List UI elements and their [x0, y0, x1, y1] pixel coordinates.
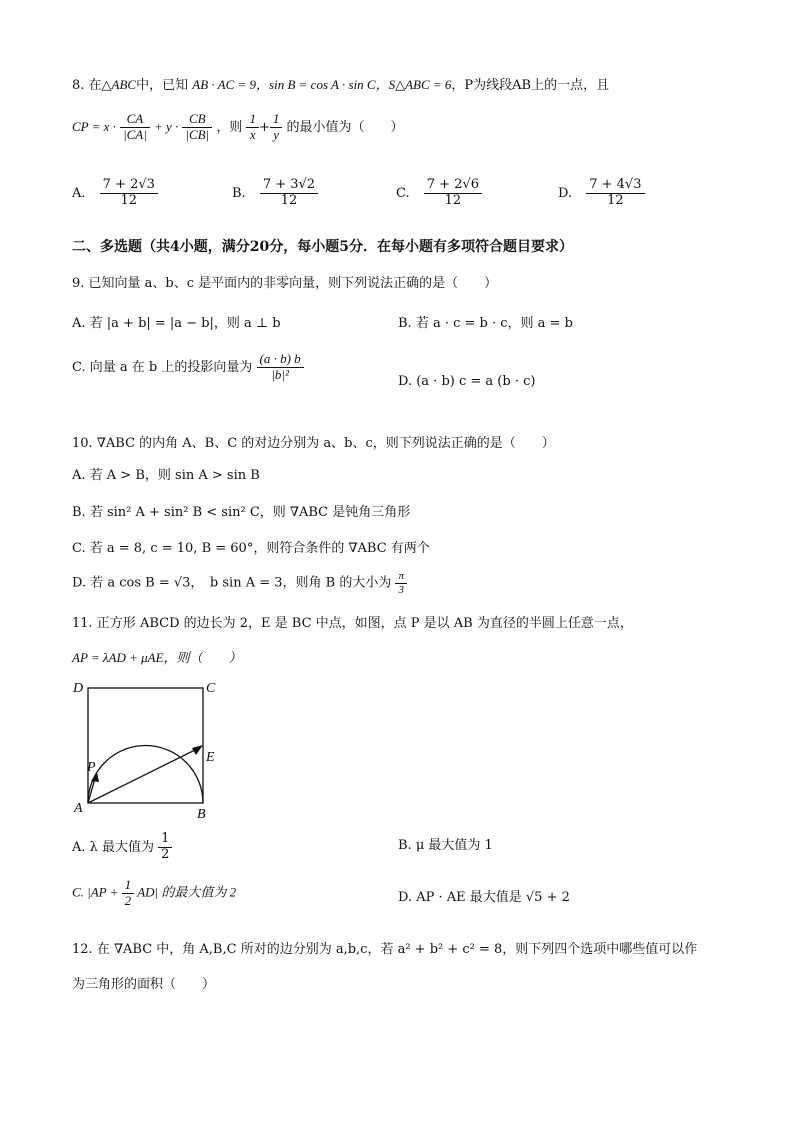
q8-option-d-frac	[586, 178, 644, 209]
q8-triangle: △ABC	[101, 77, 137, 92]
q8-plus: +	[258, 119, 270, 135]
q11-arrowhead-e	[192, 745, 203, 755]
q8-stem-line2	[72, 112, 404, 143]
q8-option-b-den: 12	[280, 192, 298, 208]
q11-option-a-text: A. λ 最大值为	[72, 839, 155, 855]
q8-prefix: 8. 在	[72, 78, 102, 93]
q8-cb-num: CB	[182, 112, 212, 128]
q8-option-d	[558, 178, 645, 209]
q11-stem: 11. 正方形 ABCD 的边长为 2，E 是 BC 中点，如图，点 P 是以 AB 为直径的半圆上任意一点，	[72, 616, 633, 631]
q11-figure	[70, 678, 230, 823]
q11-option-a	[72, 832, 172, 863]
q8-plus-y: + y ·	[153, 118, 179, 134]
q12-line2: 为三角形的面积（ ）	[72, 977, 216, 992]
q11-expression: AP = λAD + μAE，则（ ）	[72, 650, 242, 665]
q8-option-a	[72, 178, 158, 209]
q8-cp-lhs: CP = x ·	[72, 118, 116, 134]
q8-option-a-num: 7 + 2√3	[100, 178, 158, 194]
q10-option-d-den: 3	[398, 583, 404, 596]
q11-label-d: D	[73, 681, 84, 696]
q9-stem: 9. 已知向量 a、b、c 是平面内的非零向量，则下列说法正确的是（ ）	[72, 276, 498, 291]
q9-option-c-frac	[257, 352, 304, 383]
q11-option-c-frac	[122, 878, 135, 909]
q8-frac-y-num: 1	[270, 112, 283, 128]
q10-option-c: C. 若 a = 8, c = 10, B = 60°，则符合条件的 ∇ABC 有两个	[72, 541, 430, 556]
q8-option-a-label: A.	[72, 185, 86, 201]
q8-tail: 的最小值为（ ）	[286, 119, 404, 135]
q8-frac-x-den: x	[249, 126, 256, 142]
q8-cb-den: |CB|	[185, 126, 210, 142]
q8-option-a-den: 12	[120, 192, 138, 208]
q9-option-c-text: C. 向量 a 在 b 上的投影向量为	[72, 359, 253, 375]
q8-ca-num: CA	[120, 112, 150, 128]
q9-option-c	[72, 352, 304, 383]
q10-stem: 10. ∇ABC 的内角 A、B、C 的对边分别为 a、b、c，则下列说法正确的是（ ）	[72, 436, 555, 451]
q12-line1: 12. 在 ∇ABC 中，角 A,B,C 所对的边分别为 a,b,c，若 a² + b² + c² = 8，则下列四个选项中哪些值可以作	[72, 942, 698, 957]
q11-option-a-frac	[158, 832, 172, 863]
q11-option-b: B. μ 最大值为 1	[398, 838, 493, 853]
q8-option-c-den: 12	[444, 192, 462, 208]
q11-label-b: B	[197, 807, 206, 822]
q8-option-d-label: D.	[558, 185, 573, 201]
q11-label-p: P	[87, 760, 96, 775]
q9-option-c-den: |b|²	[271, 366, 289, 382]
q8-option-c-frac	[424, 178, 482, 209]
q8-stem-line1	[72, 74, 609, 93]
q8-option-b-frac	[260, 178, 318, 209]
q9-option-c-num: (a · b) b	[257, 352, 304, 368]
q11-option-d: D. AP · AE 最大值是 √5 + 2	[398, 890, 570, 905]
q8-frac-x	[246, 112, 259, 143]
q11-label-a: A	[74, 801, 83, 816]
q8-option-d-num: 7 + 4√3	[586, 178, 644, 194]
q10-option-d-num: π	[395, 570, 407, 584]
q8-cb-frac	[182, 112, 212, 143]
q11-option-a-den: 2	[161, 846, 170, 862]
q8-vec-dot: AB · AC = 9	[192, 77, 257, 92]
q8-frac-y	[270, 112, 283, 143]
q8-mid1: 中，已知	[136, 78, 189, 93]
q11-option-c-num: 1	[122, 878, 135, 894]
q11-option-a-num: 1	[158, 832, 172, 848]
q9-option-b: B. 若 a · c = b · c，则 a = b	[398, 316, 573, 331]
q11-label-e: E	[206, 750, 215, 765]
q10-option-d-text: D. 若 a cos B = √3， b sin A = 3，则角 B 的大小为	[72, 575, 392, 591]
q8-area: S△ABC = 6	[388, 77, 452, 92]
q11-option-c-den: 2	[124, 892, 132, 908]
q11-label-c: C	[206, 681, 216, 696]
q11-vector-ae	[88, 747, 201, 803]
q8-option-c	[396, 178, 482, 209]
q8-cond3: ，P为线段AB上的一点，且	[451, 78, 610, 93]
q8-option-c-label: C.	[396, 185, 410, 201]
q8-option-a-frac	[100, 178, 158, 209]
q8-frac-x-num: 1	[246, 112, 259, 128]
q8-cond2: ，sin B = cos A · sin C，	[256, 77, 389, 92]
q10-option-d-frac	[395, 570, 407, 596]
q8-then: ，则	[216, 119, 243, 135]
q9-option-a: A. 若 |a + b| = |a − b|，则 a ⊥ b	[72, 316, 281, 331]
q8-option-c-num: 7 + 2√6	[424, 178, 482, 194]
q10-option-d	[72, 570, 407, 596]
q8-ca-den: |CA|	[123, 126, 147, 142]
q11-option-c	[72, 878, 236, 909]
q8-frac-y-den: y	[273, 126, 280, 142]
section-2-heading: 二、多选题（共4小题，满分20分，每小题5分．在每小题有多项符合题目要求）	[72, 239, 573, 255]
q8-ca-frac	[120, 112, 150, 143]
q8-option-b	[232, 178, 318, 209]
q8-option-d-den: 12	[607, 192, 624, 208]
q11-option-c-post: AD| 的最大值为 2	[137, 884, 237, 900]
q11-option-c-pre: C. |AP +	[72, 884, 119, 900]
q8-option-b-label: B.	[232, 185, 246, 201]
q10-option-a: A. 若 A > B，则 sin A > sin B	[72, 468, 260, 483]
q8-option-b-num: 7 + 3√2	[260, 178, 318, 194]
q9-option-d: D. (a · b) c = a (b · c)	[398, 374, 536, 389]
q10-option-b: B. 若 sin² A + sin² B < sin² C，则 ∇ABC 是钝角三角形	[72, 505, 411, 520]
